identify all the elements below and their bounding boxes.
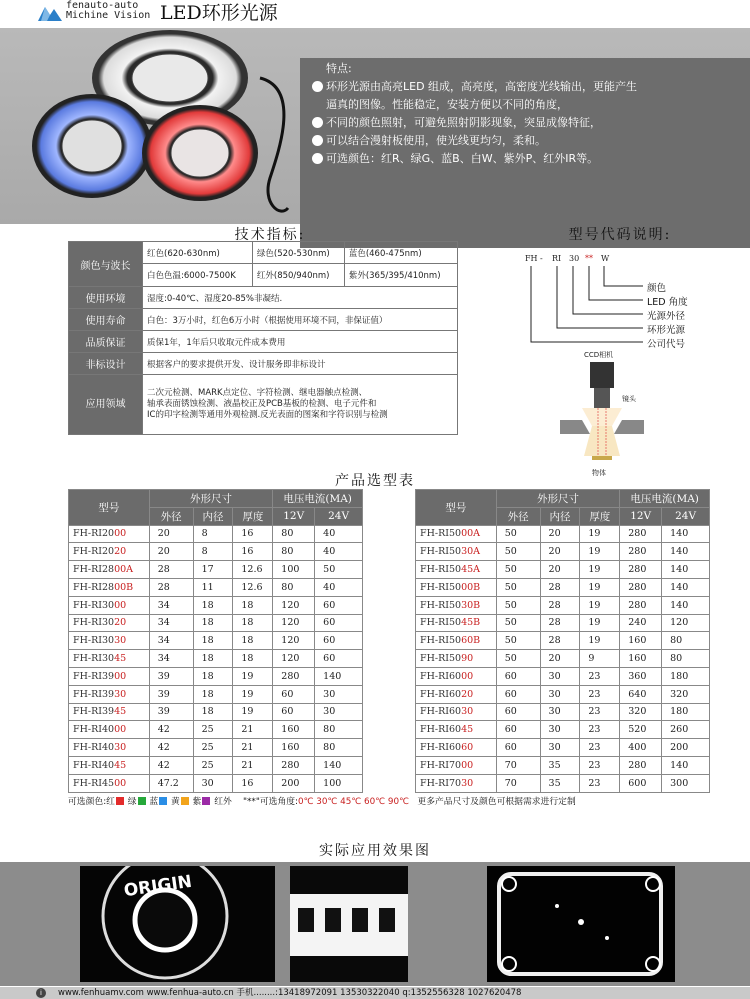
value-cell: 11 bbox=[193, 578, 233, 596]
value-cell: 60 bbox=[315, 596, 363, 614]
spec-value: 白色：3万小时，红色6万小时（根据使用环境不同，非保证值） bbox=[143, 309, 458, 331]
effect-strip bbox=[0, 862, 750, 986]
header-od: 外径 bbox=[149, 507, 193, 525]
value-cell: 30 bbox=[540, 721, 580, 739]
table-row bbox=[416, 721, 710, 739]
spec-cell: 蓝色(460-475nm) bbox=[344, 242, 457, 264]
value-cell: 18 bbox=[193, 667, 233, 685]
value-cell: 300 bbox=[662, 774, 710, 792]
color-options-line: 可选颜色:红 绿 蓝 黄 紫 红外 "**"可选角度:0℃ 30℃ 45℃ 60℃ 90℃ 更多产品尺寸及颜色可根据需求进行定制 bbox=[68, 797, 576, 807]
feature-item: 不同的颜色照射，可避免照射阴影现象，突显成像特征， bbox=[312, 114, 742, 132]
value-cell: 35 bbox=[540, 756, 580, 774]
value-cell: 8 bbox=[193, 543, 233, 561]
value-cell: 16 bbox=[233, 543, 273, 561]
value-cell: 50 bbox=[496, 650, 540, 668]
value-cell: 50 bbox=[315, 561, 363, 579]
value-cell: 280 bbox=[620, 596, 662, 614]
model-cell: FH-RI4000 bbox=[69, 721, 150, 739]
value-cell: 28 bbox=[540, 614, 580, 632]
table-row bbox=[69, 685, 363, 703]
model-cell: FH-RI3020 bbox=[69, 614, 150, 632]
value-cell: 21 bbox=[233, 721, 273, 739]
value-cell: 50 bbox=[496, 561, 540, 579]
red-swatch-icon bbox=[116, 797, 124, 805]
product-table-right bbox=[415, 489, 710, 793]
value-cell: 23 bbox=[580, 774, 620, 792]
value-cell: 280 bbox=[620, 525, 662, 543]
value-cell: 34 bbox=[149, 596, 193, 614]
table-row bbox=[69, 650, 363, 668]
value-cell: 320 bbox=[620, 703, 662, 721]
value-cell: 18 bbox=[193, 596, 233, 614]
feature-item: 可选颜色：红R、绿G、蓝B、白W、紫外P、红外IR等。 bbox=[312, 150, 742, 168]
value-cell: 50 bbox=[496, 632, 540, 650]
value-cell: 60 bbox=[496, 685, 540, 703]
value-cell: 280 bbox=[273, 667, 315, 685]
model-cell: FH-RI3900 bbox=[69, 667, 150, 685]
value-cell: 28 bbox=[540, 632, 580, 650]
header-12v: 12V bbox=[273, 507, 315, 525]
model-cell: FH-RI2800B bbox=[69, 578, 150, 596]
table-row bbox=[69, 774, 363, 792]
value-cell: 12.6 bbox=[233, 578, 273, 596]
value-cell: 520 bbox=[620, 721, 662, 739]
value-cell: 120 bbox=[273, 614, 315, 632]
table-row bbox=[69, 667, 363, 685]
value-cell: 18 bbox=[233, 596, 273, 614]
value-cell: 80 bbox=[273, 525, 315, 543]
table-row bbox=[416, 739, 710, 757]
value-cell: 16 bbox=[233, 525, 273, 543]
value-cell: 140 bbox=[662, 596, 710, 614]
model-cell: FH-RI5045B bbox=[416, 614, 497, 632]
value-cell: 30 bbox=[540, 685, 580, 703]
value-cell: 40 bbox=[315, 525, 363, 543]
value-cell: 19 bbox=[580, 561, 620, 579]
spec-cell: 红色(620-630nm) bbox=[143, 242, 253, 264]
green-swatch-icon bbox=[138, 797, 146, 805]
value-cell: 120 bbox=[273, 596, 315, 614]
value-cell: 100 bbox=[273, 561, 315, 579]
value-cell: 140 bbox=[662, 525, 710, 543]
value-cell: 20 bbox=[540, 650, 580, 668]
table-row bbox=[416, 632, 710, 650]
spec-value: 湿度:0-40℃、湿度20-85%非凝结. bbox=[143, 287, 458, 309]
value-cell: 70 bbox=[496, 756, 540, 774]
table-row bbox=[416, 774, 710, 792]
value-cell: 28 bbox=[149, 561, 193, 579]
spec-cell: 白色色温:6000-7500K bbox=[143, 264, 253, 287]
value-cell: 19 bbox=[580, 632, 620, 650]
value-cell: 19 bbox=[580, 578, 620, 596]
value-cell: 18 bbox=[193, 632, 233, 650]
model-cell: FH-RI6060 bbox=[416, 739, 497, 757]
table-row bbox=[416, 614, 710, 632]
value-cell: 23 bbox=[580, 667, 620, 685]
table-row bbox=[416, 578, 710, 596]
model-cell: FH-RI5060B bbox=[416, 632, 497, 650]
spec-label: 非标设计 bbox=[69, 353, 143, 375]
feature-item: 可以结合漫射板使用，使光线更均匀，柔和。 bbox=[312, 132, 742, 150]
pcb-board-image bbox=[487, 866, 675, 982]
features-panel bbox=[300, 58, 750, 248]
table-row bbox=[69, 543, 363, 561]
value-cell: 50 bbox=[496, 578, 540, 596]
feature-item: 逼真的图像。性能稳定，安装方便以不同的角度， bbox=[326, 98, 568, 111]
value-cell: 20 bbox=[540, 543, 580, 561]
table-row bbox=[69, 525, 363, 543]
value-cell: 200 bbox=[662, 739, 710, 757]
value-cell: 23 bbox=[580, 703, 620, 721]
info-icon: i bbox=[36, 988, 46, 998]
model-cell: FH-RI4045 bbox=[69, 756, 150, 774]
value-cell: 42 bbox=[149, 756, 193, 774]
value-cell: 60 bbox=[315, 650, 363, 668]
header-model: 型号 bbox=[416, 490, 497, 526]
hero-banner bbox=[0, 28, 750, 224]
value-cell: 30 bbox=[540, 667, 580, 685]
header-dim: 外形尺寸 bbox=[149, 490, 273, 508]
header-24v: 24V bbox=[315, 507, 363, 525]
value-cell: 23 bbox=[580, 739, 620, 757]
header-24v: 24V bbox=[662, 507, 710, 525]
header-12v: 12V bbox=[620, 507, 662, 525]
value-cell: 8 bbox=[193, 525, 233, 543]
value-cell: 180 bbox=[662, 703, 710, 721]
value-cell: 600 bbox=[620, 774, 662, 792]
logo-mark-icon bbox=[38, 3, 62, 21]
value-cell: 30 bbox=[315, 685, 363, 703]
value-cell: 320 bbox=[662, 685, 710, 703]
value-cell: 60 bbox=[315, 632, 363, 650]
value-cell: 20 bbox=[540, 525, 580, 543]
value-cell: 20 bbox=[540, 561, 580, 579]
value-cell: 19 bbox=[233, 703, 273, 721]
table-row bbox=[69, 721, 363, 739]
value-cell: 42 bbox=[149, 721, 193, 739]
spec-label: 应用领域 bbox=[69, 375, 143, 435]
model-cell: FH-RI2000 bbox=[69, 525, 150, 543]
value-cell: 80 bbox=[315, 739, 363, 757]
model-cell: FH-RI6045 bbox=[416, 721, 497, 739]
value-cell: 50 bbox=[496, 525, 540, 543]
header-od: 外径 bbox=[496, 507, 540, 525]
chip-strip-image bbox=[290, 866, 408, 982]
value-cell: 20 bbox=[149, 543, 193, 561]
value-cell: 20 bbox=[149, 525, 193, 543]
value-cell: 34 bbox=[149, 632, 193, 650]
header-id: 内径 bbox=[193, 507, 233, 525]
value-cell: 60 bbox=[315, 614, 363, 632]
value-cell: 18 bbox=[193, 685, 233, 703]
model-cell: FH-RI5045A bbox=[416, 561, 497, 579]
table-row bbox=[69, 578, 363, 596]
model-cell: FH-RI3930 bbox=[69, 685, 150, 703]
value-cell: 50 bbox=[496, 596, 540, 614]
model-cell: FH-RI6020 bbox=[416, 685, 497, 703]
spec-label: 使用环境 bbox=[69, 287, 143, 309]
value-cell: 19 bbox=[580, 543, 620, 561]
brand-text: fenauto-auto Michine Vision bbox=[66, 0, 151, 21]
value-cell: 160 bbox=[273, 721, 315, 739]
table-row bbox=[416, 650, 710, 668]
spec-value: 根据客户的要求提供开发、设计服务即非标设计 bbox=[143, 353, 458, 375]
origin-knob-image bbox=[80, 866, 275, 982]
footer-contact: www.fenhuamv.com www.fenhua-auto.cn 手机........:13418972091 13530322040 q:1352556328 1027620478 bbox=[58, 988, 522, 998]
value-cell: 60 bbox=[496, 721, 540, 739]
value-cell: 640 bbox=[620, 685, 662, 703]
value-cell: 25 bbox=[193, 756, 233, 774]
model-cell: FH-RI4500 bbox=[69, 774, 150, 792]
value-cell: 23 bbox=[580, 721, 620, 739]
value-cell: 260 bbox=[662, 721, 710, 739]
value-cell: 23 bbox=[580, 756, 620, 774]
model-cell: FH-RI5000A bbox=[416, 525, 497, 543]
purple-swatch-icon bbox=[202, 797, 210, 805]
value-cell: 160 bbox=[273, 739, 315, 757]
value-cell: 60 bbox=[273, 685, 315, 703]
model-cell: FH-RI6030 bbox=[416, 703, 497, 721]
value-cell: 25 bbox=[193, 739, 233, 757]
model-cell: FH-RI5000B bbox=[416, 578, 497, 596]
table-row bbox=[416, 543, 710, 561]
value-cell: 60 bbox=[496, 703, 540, 721]
value-cell: 18 bbox=[193, 703, 233, 721]
spec-label: 使用寿命 bbox=[69, 309, 143, 331]
table-row bbox=[416, 525, 710, 543]
value-cell: 47.2 bbox=[149, 774, 193, 792]
value-cell: 160 bbox=[620, 632, 662, 650]
value-cell: 80 bbox=[662, 632, 710, 650]
value-cell: 39 bbox=[149, 685, 193, 703]
table-row bbox=[416, 596, 710, 614]
value-cell: 140 bbox=[315, 756, 363, 774]
table-row bbox=[69, 632, 363, 650]
header-model: 型号 bbox=[69, 490, 150, 526]
product-section-title: 产品选型表 bbox=[335, 473, 415, 489]
value-cell: 280 bbox=[620, 543, 662, 561]
model-cell: FH-RI3945 bbox=[69, 703, 150, 721]
value-cell: 9 bbox=[580, 650, 620, 668]
table-row bbox=[69, 703, 363, 721]
feature-item: 环形光源由高亮LED 组成，高亮度，高密度光线输出，更能产生 bbox=[312, 78, 742, 96]
ring-lights-image bbox=[30, 28, 310, 224]
table-row bbox=[416, 703, 710, 721]
value-cell: 17 bbox=[193, 561, 233, 579]
value-cell: 30 bbox=[540, 739, 580, 757]
code-section-title: 型号代码说明: bbox=[568, 227, 672, 243]
blue-swatch-icon bbox=[159, 797, 167, 805]
spec-cell: 绿色(520-530nm) bbox=[252, 242, 344, 264]
value-cell: 120 bbox=[662, 614, 710, 632]
header-power: 电压电流(MA) bbox=[273, 490, 363, 508]
value-cell: 80 bbox=[273, 543, 315, 561]
product-table-left bbox=[68, 489, 363, 793]
model-cell: FH-RI2020 bbox=[69, 543, 150, 561]
value-cell: 18 bbox=[193, 614, 233, 632]
value-cell: 400 bbox=[620, 739, 662, 757]
value-cell: 50 bbox=[496, 614, 540, 632]
model-cell: FH-RI5030A bbox=[416, 543, 497, 561]
value-cell: 60 bbox=[496, 667, 540, 685]
value-cell: 30 bbox=[193, 774, 233, 792]
effect-section-title: 实际应用效果图 bbox=[319, 843, 431, 859]
value-cell: 34 bbox=[149, 650, 193, 668]
value-cell: 140 bbox=[662, 578, 710, 596]
value-cell: 19 bbox=[580, 596, 620, 614]
value-cell: 21 bbox=[233, 756, 273, 774]
value-cell: 23 bbox=[580, 685, 620, 703]
table-row bbox=[416, 756, 710, 774]
value-cell: 28 bbox=[149, 578, 193, 596]
value-cell: 30 bbox=[315, 703, 363, 721]
spec-cell: 红外(850/940nm) bbox=[252, 264, 344, 287]
value-cell: 19 bbox=[580, 525, 620, 543]
value-cell: 40 bbox=[315, 543, 363, 561]
model-cell: FH-RI3000 bbox=[69, 596, 150, 614]
table-row bbox=[69, 614, 363, 632]
table-row bbox=[416, 561, 710, 579]
spec-cell: 紫外(365/395/410nm) bbox=[344, 264, 457, 287]
value-cell: 42 bbox=[149, 739, 193, 757]
page-title: LED环形光源 bbox=[160, 2, 278, 24]
value-cell: 80 bbox=[273, 578, 315, 596]
yellow-swatch-icon bbox=[181, 797, 189, 805]
value-cell: 12.6 bbox=[233, 561, 273, 579]
value-cell: 120 bbox=[273, 632, 315, 650]
value-cell: 18 bbox=[233, 632, 273, 650]
value-cell: 140 bbox=[662, 561, 710, 579]
value-cell: 35 bbox=[540, 774, 580, 792]
value-cell: 40 bbox=[315, 578, 363, 596]
svg-text:ORIGIN: ORIGIN bbox=[122, 871, 194, 902]
model-code-diagram: FH - RI 30 ** W 颜色 LED 角度 光源外径 环形光源 公司代号 bbox=[525, 250, 725, 360]
value-cell: 30 bbox=[540, 703, 580, 721]
value-cell: 280 bbox=[620, 756, 662, 774]
value-cell: 18 bbox=[233, 614, 273, 632]
spec-table bbox=[68, 241, 458, 435]
spec-label: 品质保证 bbox=[69, 331, 143, 353]
model-cell: FH-RI4030 bbox=[69, 739, 150, 757]
page-header bbox=[0, 0, 750, 28]
header-id: 内径 bbox=[540, 507, 580, 525]
value-cell: 50 bbox=[496, 543, 540, 561]
value-cell: 18 bbox=[233, 650, 273, 668]
header-dim: 外形尺寸 bbox=[496, 490, 620, 508]
model-cell: FH-RI2800A bbox=[69, 561, 150, 579]
table-row bbox=[416, 667, 710, 685]
model-cell: FH-RI5030B bbox=[416, 596, 497, 614]
value-cell: 39 bbox=[149, 703, 193, 721]
value-cell: 19 bbox=[233, 685, 273, 703]
table-row bbox=[69, 561, 363, 579]
value-cell: 18 bbox=[193, 650, 233, 668]
value-cell: 180 bbox=[662, 667, 710, 685]
value-cell: 360 bbox=[620, 667, 662, 685]
value-cell: 21 bbox=[233, 739, 273, 757]
code-leader-lines bbox=[525, 250, 725, 360]
value-cell: 28 bbox=[540, 578, 580, 596]
spec-label: 颜色与波长 bbox=[69, 242, 143, 287]
model-cell: FH-RI7000 bbox=[416, 756, 497, 774]
value-cell: 34 bbox=[149, 614, 193, 632]
features-title: 特点: bbox=[326, 62, 352, 75]
value-cell: 80 bbox=[315, 721, 363, 739]
value-cell: 240 bbox=[620, 614, 662, 632]
value-cell: 70 bbox=[496, 774, 540, 792]
value-cell: 280 bbox=[620, 561, 662, 579]
camera-setup-diagram: CCD相机 镜头 物体 bbox=[540, 348, 665, 478]
value-cell: 60 bbox=[273, 703, 315, 721]
spec-value: 质保1年，1年后只收取元件成本费用 bbox=[143, 331, 458, 353]
table-row bbox=[69, 739, 363, 757]
spec-section-title: 技术指标: bbox=[234, 227, 306, 243]
page-footer bbox=[0, 987, 750, 999]
value-cell: 25 bbox=[193, 721, 233, 739]
header-th: 厚度 bbox=[580, 507, 620, 525]
table-row bbox=[416, 685, 710, 703]
value-cell: 200 bbox=[273, 774, 315, 792]
header-power: 电压电流(MA) bbox=[620, 490, 710, 508]
value-cell: 160 bbox=[620, 650, 662, 668]
model-cell: FH-RI3030 bbox=[69, 632, 150, 650]
value-cell: 39 bbox=[149, 667, 193, 685]
value-cell: 19 bbox=[580, 614, 620, 632]
value-cell: 140 bbox=[315, 667, 363, 685]
table-row bbox=[69, 756, 363, 774]
model-cell: FH-RI6000 bbox=[416, 667, 497, 685]
value-cell: 120 bbox=[273, 650, 315, 668]
value-cell: 140 bbox=[662, 756, 710, 774]
model-cell: FH-RI7030 bbox=[416, 774, 497, 792]
spec-value: 二次元检测、MARK点定位、字符检测、继电器触点检测、 轴承表面锈蚀检测、液晶校正及PCB基板的检测、电子元件和 IC的印字检测等通用外观检测.反光表面的图案和字符识别与检测 bbox=[143, 375, 458, 435]
value-cell: 19 bbox=[233, 667, 273, 685]
model-cell: FH-RI3045 bbox=[69, 650, 150, 668]
model-cell: FH-RI5090 bbox=[416, 650, 497, 668]
value-cell: 140 bbox=[662, 543, 710, 561]
value-cell: 280 bbox=[273, 756, 315, 774]
value-cell: 80 bbox=[662, 650, 710, 668]
value-cell: 100 bbox=[315, 774, 363, 792]
value-cell: 28 bbox=[540, 596, 580, 614]
value-cell: 16 bbox=[233, 774, 273, 792]
header-th: 厚度 bbox=[233, 507, 273, 525]
value-cell: 280 bbox=[620, 578, 662, 596]
value-cell: 60 bbox=[496, 739, 540, 757]
table-row bbox=[69, 596, 363, 614]
